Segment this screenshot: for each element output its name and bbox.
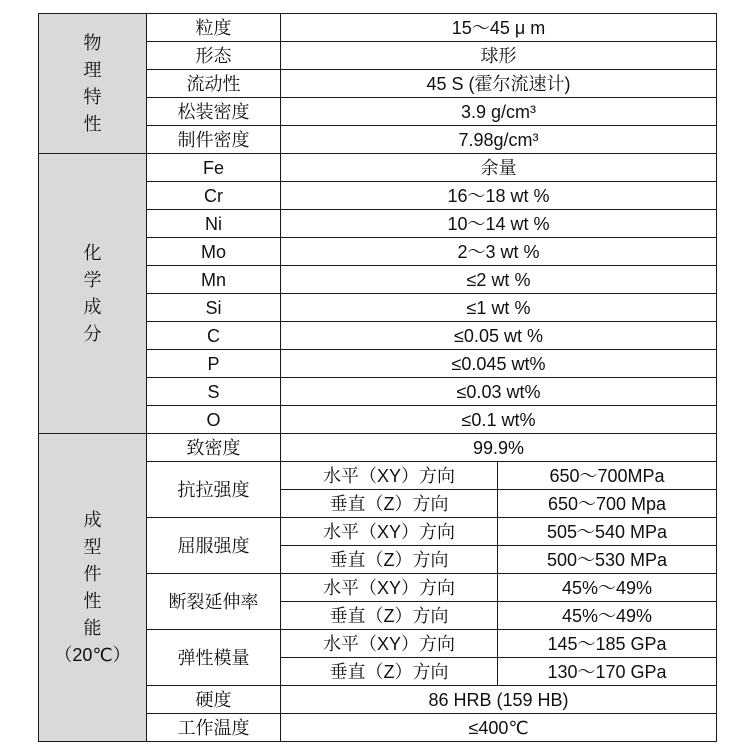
property-label: 制件密度: [147, 126, 281, 154]
element-label: S: [147, 378, 281, 406]
property-label: 弹性模量: [147, 630, 281, 686]
property-label: 工作温度: [147, 714, 281, 742]
property-value: 45%～49%: [498, 602, 717, 630]
direction-label: 垂直（Z）方向: [281, 546, 498, 574]
property-label: 松装密度: [147, 98, 281, 126]
element-value: 16～18 wt %: [281, 182, 717, 210]
element-label: P: [147, 350, 281, 378]
property-value: 505～540 MPa: [498, 518, 717, 546]
property-label: 形态: [147, 42, 281, 70]
element-label: Ni: [147, 210, 281, 238]
category-formed: 成 型 件 性 能 （20℃）: [39, 434, 147, 742]
property-value: 3.9 g/cm³: [281, 98, 717, 126]
element-label: Si: [147, 294, 281, 322]
element-value: ≤0.03 wt%: [281, 378, 717, 406]
property-label: 断裂延伸率: [147, 574, 281, 630]
property-label: 硬度: [147, 686, 281, 714]
property-value: 650～700MPa: [498, 462, 717, 490]
element-label: Fe: [147, 154, 281, 182]
element-value: ≤0.05 wt %: [281, 322, 717, 350]
table-row: [39, 154, 717, 182]
properties-table-wrapper: [38, 13, 717, 742]
property-value: 99.9%: [281, 434, 717, 462]
property-value: ≤400℃: [281, 714, 717, 742]
property-value: 500～530 MPa: [498, 546, 717, 574]
direction-label: 水平（XY）方向: [281, 518, 498, 546]
direction-label: 水平（XY）方向: [281, 630, 498, 658]
property-label: 流动性: [147, 70, 281, 98]
direction-label: 垂直（Z）方向: [281, 490, 498, 518]
element-value: 2～3 wt %: [281, 238, 717, 266]
element-label: Mo: [147, 238, 281, 266]
element-label: O: [147, 406, 281, 434]
property-label: 致密度: [147, 434, 281, 462]
property-label: 抗拉强度: [147, 462, 281, 518]
property-label: 屈服强度: [147, 518, 281, 574]
element-label: C: [147, 322, 281, 350]
property-value: 145～185 GPa: [498, 630, 717, 658]
direction-label: 水平（XY）方向: [281, 574, 498, 602]
element-label: Mn: [147, 266, 281, 294]
table-row: [39, 434, 717, 462]
element-value: ≤2 wt %: [281, 266, 717, 294]
element-value: 10～14 wt %: [281, 210, 717, 238]
element-value: ≤0.045 wt%: [281, 350, 717, 378]
element-value: ≤0.1 wt%: [281, 406, 717, 434]
property-value: 45%～49%: [498, 574, 717, 602]
element-value: ≤1 wt %: [281, 294, 717, 322]
category-physical: 物 理 特 性: [39, 14, 147, 154]
property-value: 45 S (霍尔流速计): [281, 70, 717, 98]
element-label: Cr: [147, 182, 281, 210]
direction-label: 垂直（Z）方向: [281, 602, 498, 630]
table-row: [39, 14, 717, 42]
property-value: 球形: [281, 42, 717, 70]
property-value: 130～170 GPa: [498, 658, 717, 686]
property-value: 15～45 μ m: [281, 14, 717, 42]
element-value: 余量: [281, 154, 717, 182]
direction-label: 水平（XY）方向: [281, 462, 498, 490]
category-chemical: 化 学 成 分: [39, 154, 147, 434]
direction-label: 垂直（Z）方向: [281, 658, 498, 686]
properties-table: [38, 13, 717, 742]
property-value: 650～700 Mpa: [498, 490, 717, 518]
property-value: 86 HRB (159 HB): [281, 686, 717, 714]
property-value: 7.98g/cm³: [281, 126, 717, 154]
property-label: 粒度: [147, 14, 281, 42]
